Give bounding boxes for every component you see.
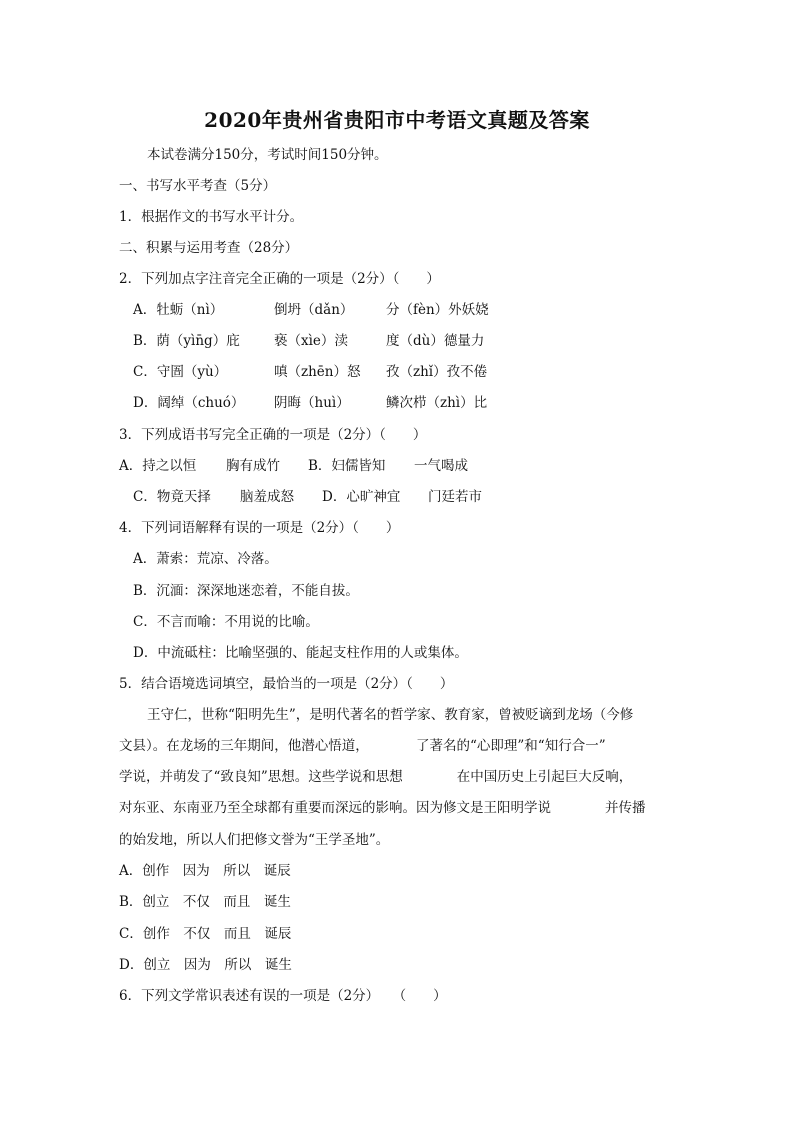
q2-option-a-1: A．牡蛎（nì） bbox=[133, 302, 224, 318]
q5-option-d: D．创立 因为 所以 诞生 bbox=[119, 957, 292, 973]
q2-option-c-1: C．守圄（yù） bbox=[133, 364, 228, 380]
q2-option-c-3: 孜（zhǐ）孜不倦 bbox=[386, 364, 488, 380]
q5-passage-line-3: 学说，并萌发了“致良知”思想。这些学说和思想 在中国历史上引起巨大反响， bbox=[119, 769, 633, 785]
q5-passage-line-2: 文县）。在龙场的三年期间，他潜心悟道， 了著名的“心即理”和“知行合一” bbox=[119, 738, 606, 754]
q4-option-a: A．萧索：荒凉、冷落。 bbox=[133, 551, 278, 567]
q3-option-a: A．持之以恒 bbox=[119, 458, 197, 474]
q2-option-a-2: 倒坍（dǎn） bbox=[274, 302, 354, 318]
q5-passage-line-5: 的始发地，所以人们把修文誉为“王学圣地”。 bbox=[119, 832, 390, 848]
question-4-stem: 4．下列词语解释有误的一项是（2分）（ ） bbox=[119, 520, 400, 536]
q4-option-b: B．沉湎：深深地迷恋着，不能自拔。 bbox=[133, 583, 359, 599]
q2-option-c-2: 嗔（zhēn）怒 bbox=[274, 364, 361, 380]
document-title: 2020年贵州省贵阳市中考语文真题及答案 bbox=[204, 108, 590, 132]
q3-option-d-2: 门廷若市 bbox=[428, 489, 482, 505]
q2-option-a-3: 分（fèn）外妖娆 bbox=[386, 302, 489, 318]
q3-option-b-2: 一气喝成 bbox=[414, 458, 468, 474]
q2-option-d-3: 鳞次栉（zhì）比 bbox=[386, 395, 488, 411]
q5-option-a: A．创作 因为 所以 诞辰 bbox=[119, 863, 291, 879]
question-2-stem: 2．下列加点字注音完全正确的一项是（2分）（ ） bbox=[119, 271, 440, 287]
question-1: 1．根据作文的书写水平计分。 bbox=[119, 209, 304, 225]
q2-option-b-2: 亵（xìe）渎 bbox=[274, 333, 348, 349]
intro-text: 本试卷满分150分，考试时间150分钟。 bbox=[147, 147, 388, 163]
q2-option-d-1: D．阔绰（chuó） bbox=[133, 395, 245, 411]
question-6-stem: 6．下列文学常识表述有误的一项是（2分） （ ） bbox=[119, 988, 447, 1004]
q3-option-d: D．心旷神宜 bbox=[322, 489, 401, 505]
q3-option-a-2: 胸有成竹 bbox=[226, 458, 280, 474]
question-3-stem: 3．下列成语书写完全正确的一项是（2分）（ ） bbox=[119, 427, 427, 443]
question-5-stem: 5．结合语境选词填空，最恰当的一项是（2分）（ ） bbox=[119, 676, 454, 692]
q5-passage-line-1: 王守仁，世称“阳明先生”，是明代著名的哲学家、教育家，曾被贬谪到龙场（今修 bbox=[147, 707, 634, 723]
q5-option-b: B．创立 不仅 而且 诞生 bbox=[119, 894, 291, 910]
q3-option-b: B．妇儒皆知 bbox=[308, 458, 386, 474]
q2-option-b-3: 度（dù）德量力 bbox=[386, 333, 485, 349]
q3-option-c-2: 脑羞成怒 bbox=[240, 489, 294, 505]
q5-passage-line-4: 对东亚、东南亚乃至全球都有重要而深远的影响。因为修文是王阳明学说 并传播 bbox=[119, 800, 646, 816]
q2-option-d-2: 阴晦（huì） bbox=[274, 395, 350, 411]
q2-option-b-1: B．荫（yìn̄g）庇 bbox=[133, 333, 240, 349]
q5-option-c: C．创作 不仅 而且 诞辰 bbox=[119, 926, 292, 942]
section-heading-2: 二、积累与运用考查（28分） bbox=[119, 240, 299, 256]
q4-option-c: C．不言而喻：不用说的比喻。 bbox=[133, 614, 319, 630]
q3-option-c: C．物竟天择 bbox=[133, 489, 211, 505]
q4-option-d: D．中流砥柱：比喻坚强的、能起支柱作用的人或集体。 bbox=[133, 645, 468, 661]
section-heading-1: 一、书写水平考查（5分） bbox=[119, 178, 277, 194]
